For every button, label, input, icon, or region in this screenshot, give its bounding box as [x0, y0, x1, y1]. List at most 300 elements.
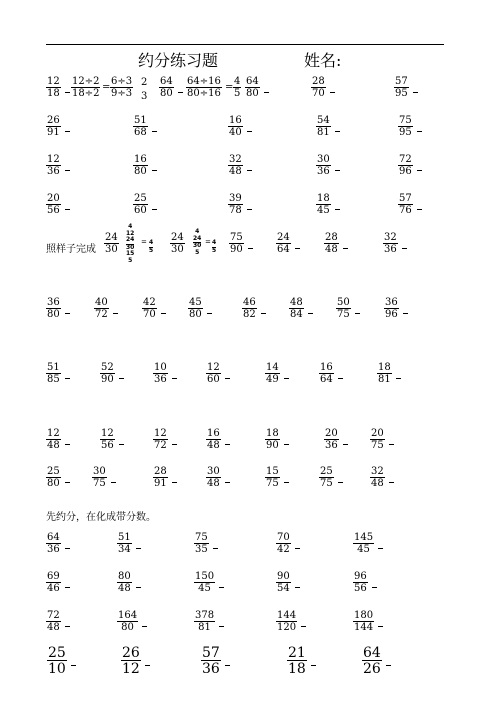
answer-blank — [213, 548, 218, 549]
numerator: 12 — [47, 76, 60, 87]
fraction — [398, 116, 413, 138]
answer-blank — [343, 248, 348, 249]
fraction — [206, 467, 221, 489]
answer-blank — [378, 626, 383, 627]
denominator: 45 — [317, 205, 330, 216]
numerator: 64 — [47, 532, 60, 543]
numerator: 24 — [171, 232, 184, 243]
fraction — [311, 77, 326, 99]
fraction — [142, 298, 157, 320]
answer-blank — [335, 209, 340, 210]
sample-result: 4 5 — [149, 239, 154, 254]
denominator: 48 — [47, 440, 60, 451]
scratch-steps: 4 12 24 30 15 5 — [126, 223, 135, 264]
denominator: 36 — [325, 440, 338, 451]
numerator: 80 — [118, 571, 131, 582]
denominator: 5 — [234, 88, 241, 99]
numerator: 40 — [95, 297, 108, 308]
answer-blank — [261, 313, 266, 314]
numerator: 36 — [47, 297, 60, 308]
fraction — [289, 298, 304, 320]
denominator: 90 — [266, 440, 279, 451]
fraction — [384, 298, 399, 320]
answer-blank — [225, 665, 230, 666]
answer-blank — [343, 444, 348, 445]
answer-blank — [65, 482, 70, 483]
fraction — [287, 646, 307, 676]
numerator: 145 — [354, 532, 374, 543]
denominator: 18 — [288, 661, 306, 677]
answer-blank — [65, 626, 70, 627]
fraction — [153, 467, 168, 489]
answer-blank — [417, 170, 422, 171]
denominator: 36 — [47, 544, 60, 555]
fraction — [194, 611, 215, 633]
fraction — [92, 467, 107, 489]
denominator: 75 — [371, 440, 384, 451]
fraction — [46, 533, 61, 555]
denominator: 56 — [354, 583, 367, 594]
fraction — [316, 155, 331, 177]
answer-blank — [372, 587, 377, 588]
numerator: 28 — [312, 76, 325, 87]
equals-sign: = — [141, 238, 147, 246]
numerator: 28 — [325, 232, 338, 243]
denominator: 80 — [47, 309, 60, 320]
denominator: 40 — [229, 127, 242, 138]
denominator: 9÷3 — [111, 88, 133, 99]
answer-blank — [355, 313, 360, 314]
answer-blank — [161, 313, 166, 314]
denominator: 36 — [317, 166, 330, 177]
answer-blank — [172, 444, 177, 445]
fraction — [117, 611, 138, 633]
denominator: 90 — [101, 374, 114, 385]
fraction — [46, 116, 61, 138]
fraction — [324, 233, 339, 255]
denominator: 75 — [337, 309, 350, 320]
equals-sign: = — [205, 238, 211, 246]
denominator: 96 — [399, 166, 412, 177]
numerator: 24 — [105, 232, 118, 243]
fraction — [229, 233, 244, 255]
numerator: 26 — [47, 115, 60, 126]
denominator: 48 — [207, 478, 220, 489]
numerator: 42 — [143, 297, 156, 308]
denominator: 26 — [363, 661, 381, 677]
denominator: 42 — [277, 544, 290, 555]
answer-blank — [219, 587, 224, 588]
fraction — [94, 298, 109, 320]
answer-blank — [338, 378, 343, 379]
denominator: 64 — [320, 374, 333, 385]
sample-result: 4 5 — [212, 239, 217, 254]
answer-blank — [225, 378, 230, 379]
numerator: 75 — [230, 232, 243, 243]
numerator: 30 — [207, 466, 220, 477]
result-denominator: 3 — [141, 91, 148, 102]
numerator: 16 — [320, 362, 333, 373]
denominator: 48 — [47, 622, 60, 633]
denominator: 10 — [48, 661, 66, 677]
numerator: 21 — [288, 645, 306, 661]
fraction — [228, 116, 243, 138]
numerator: 54 — [317, 115, 330, 126]
fraction — [319, 467, 334, 489]
numerator: 16 — [134, 154, 147, 165]
fraction — [370, 429, 385, 451]
numerator: 25 — [320, 466, 333, 477]
answer-blank — [284, 482, 289, 483]
numerator: 72 — [399, 154, 412, 165]
denominator: 80 — [246, 88, 259, 99]
denominator: 70 — [143, 309, 156, 320]
answer-blank — [284, 378, 289, 379]
numerator: 25 — [48, 645, 66, 661]
numerator: 12 — [207, 362, 220, 373]
fraction — [233, 77, 241, 99]
fraction — [46, 572, 61, 594]
fraction — [377, 363, 392, 385]
fraction — [324, 429, 339, 451]
numerator: 52 — [101, 362, 114, 373]
answer-blank — [65, 170, 70, 171]
denominator: 12 — [122, 661, 140, 677]
answer-blank — [113, 313, 118, 314]
denominator: 81 — [194, 621, 215, 633]
answer-blank — [207, 313, 212, 314]
equals-sign: = — [102, 82, 111, 93]
answer-blank — [225, 444, 230, 445]
answer-blank — [248, 248, 253, 249]
denominator: 75 — [320, 478, 333, 489]
numerator: 16 — [229, 115, 242, 126]
fraction — [100, 429, 115, 451]
numerator: 48 — [290, 297, 303, 308]
fraction — [153, 363, 168, 385]
denominator: 48 — [371, 478, 384, 489]
answer-blank — [225, 482, 230, 483]
answer-blank — [152, 131, 157, 132]
fraction — [276, 233, 291, 255]
answer-blank — [247, 131, 252, 132]
answer-blank — [65, 548, 70, 549]
denominator: 48 — [118, 583, 131, 594]
answer-blank — [152, 209, 157, 210]
fraction — [133, 116, 148, 138]
numerator: 45 — [189, 297, 202, 308]
numerator: 24 — [277, 232, 290, 243]
denominator: 80 — [160, 88, 173, 99]
denominator: 96 — [385, 309, 398, 320]
denominator: 45 — [194, 582, 215, 594]
fraction — [46, 429, 61, 451]
fraction — [316, 116, 331, 138]
fraction — [383, 233, 398, 255]
fraction — [71, 77, 100, 99]
answer-blank — [65, 92, 70, 93]
numerator: 16 — [207, 428, 220, 439]
answer-blank — [396, 378, 401, 379]
fraction — [336, 298, 351, 320]
answer-blank — [330, 92, 335, 93]
fraction — [194, 572, 215, 594]
fraction — [265, 429, 280, 451]
numerator: 6÷3 — [111, 76, 133, 87]
answer-blank — [335, 170, 340, 171]
denominator: 80 — [47, 478, 60, 489]
denominator: 76 — [399, 205, 412, 216]
answer-blank — [301, 626, 306, 627]
denominator: 75 — [266, 478, 279, 489]
fraction — [201, 646, 221, 676]
fraction — [133, 194, 148, 216]
fraction — [100, 363, 115, 385]
denominator: 36 — [202, 661, 220, 677]
fraction — [228, 155, 243, 177]
name-label: 姓名: — [304, 51, 342, 70]
denominator: 81 — [378, 374, 391, 385]
numerator: 57 — [202, 645, 220, 661]
fraction — [316, 194, 331, 216]
fraction — [245, 77, 260, 99]
fraction — [362, 646, 382, 676]
answer-blank — [145, 665, 150, 666]
answer-blank — [378, 548, 383, 549]
fraction — [398, 194, 413, 216]
answer-blank — [389, 444, 394, 445]
numerator: 51 — [118, 532, 131, 543]
fraction — [276, 572, 291, 594]
numerator: 180 — [354, 610, 374, 621]
numerator: 18 — [378, 362, 391, 373]
denominator: 56 — [101, 440, 114, 451]
denominator: 36 — [47, 166, 60, 177]
answer-blank — [65, 209, 70, 210]
numerator: 64 — [246, 76, 259, 87]
fraction — [117, 533, 132, 555]
fraction — [265, 467, 280, 489]
fraction — [117, 572, 132, 594]
denominator: 90 — [230, 244, 243, 255]
fraction — [265, 363, 280, 385]
numerator: 32 — [229, 154, 242, 165]
answer-blank — [178, 92, 183, 93]
numerator: 150 — [195, 571, 215, 582]
fraction — [133, 155, 148, 177]
sample-label: 照样子完成 — [46, 244, 96, 255]
denominator: 48 — [207, 440, 220, 451]
numerator: 75 — [399, 115, 412, 126]
answer-blank — [403, 313, 408, 314]
answer-blank — [65, 378, 70, 379]
denominator: 80 — [189, 309, 202, 320]
answer-blank — [417, 209, 422, 210]
numerator: 12 — [47, 154, 60, 165]
answer-blank — [136, 548, 141, 549]
numerator: 378 — [195, 610, 215, 621]
denominator: 49 — [266, 374, 279, 385]
denominator: 84 — [290, 309, 303, 320]
numerator: 12 — [47, 428, 60, 439]
denominator: 91 — [47, 127, 60, 138]
answer-blank — [335, 131, 340, 132]
fraction — [276, 611, 297, 633]
fraction — [186, 77, 222, 99]
fraction — [353, 533, 374, 555]
numerator: 36 — [385, 297, 398, 308]
numerator: 28 — [154, 466, 167, 477]
denominator: 70 — [312, 88, 325, 99]
numerator: 90 — [277, 571, 290, 582]
numerator: 30 — [317, 154, 330, 165]
numerator: 30 — [93, 466, 106, 477]
scratch-steps: 4 24 30 5 — [193, 228, 202, 256]
numerator: 12 — [154, 428, 167, 439]
answer-blank — [65, 587, 70, 588]
numerator: 72 — [47, 610, 60, 621]
fraction — [228, 194, 243, 216]
fraction — [46, 467, 61, 489]
answer-blank — [142, 626, 147, 627]
numerator: 4 — [234, 76, 241, 87]
answer-blank — [264, 92, 269, 93]
denominator: 34 — [118, 544, 131, 555]
denominator: 80 — [134, 166, 147, 177]
numerator: 75 — [195, 532, 208, 543]
fraction — [46, 155, 61, 177]
numerator: 32 — [384, 232, 397, 243]
answer-blank — [413, 92, 418, 93]
fraction — [194, 533, 209, 555]
denominator: 95 — [395, 88, 408, 99]
fraction — [242, 298, 257, 320]
answer-blank — [71, 665, 76, 666]
fraction — [46, 194, 61, 216]
fraction — [170, 233, 185, 255]
answer-blank — [111, 482, 116, 483]
numerator: 12 — [101, 428, 114, 439]
numerator: 96 — [354, 571, 367, 582]
numerator: 51 — [134, 115, 147, 126]
fraction — [353, 611, 374, 633]
denominator: 56 — [47, 205, 60, 216]
answer-blank — [402, 248, 407, 249]
numerator: 25 — [47, 466, 60, 477]
answer-blank — [119, 378, 124, 379]
numerator: 32 — [371, 466, 384, 477]
answer-blank — [284, 444, 289, 445]
denominator: 48 — [325, 244, 338, 255]
fraction — [276, 533, 291, 555]
numerator: 57 — [399, 193, 412, 204]
result-numerator: 2 — [141, 77, 148, 88]
fraction — [47, 646, 67, 676]
denominator: 64 — [277, 244, 290, 255]
denominator: 68 — [134, 127, 147, 138]
denominator: 75 — [93, 478, 106, 489]
numerator: 164 — [118, 610, 138, 621]
numerator: 15 — [266, 466, 279, 477]
denominator: 30 — [171, 244, 184, 255]
numerator: 64 — [160, 76, 173, 87]
answer-blank — [338, 482, 343, 483]
denominator: 36 — [154, 374, 167, 385]
numerator: 10 — [154, 362, 167, 373]
answer-blank — [136, 587, 141, 588]
denominator: 95 — [399, 127, 412, 138]
answer-blank — [389, 482, 394, 483]
answer-blank — [65, 444, 70, 445]
numerator: 14 — [266, 362, 279, 373]
answer-blank — [247, 209, 252, 210]
denominator: 30 — [105, 244, 118, 255]
denominator: 60 — [207, 374, 220, 385]
denominator: 80 — [117, 621, 138, 633]
denominator: 144 — [354, 622, 374, 633]
answer-blank — [295, 548, 300, 549]
numerator: 18 — [266, 428, 279, 439]
answer-blank — [65, 313, 70, 314]
fraction — [121, 646, 141, 676]
numerator: 20 — [371, 428, 384, 439]
answer-blank — [219, 626, 224, 627]
fraction — [46, 298, 61, 320]
numerator: 39 — [229, 193, 242, 204]
numerator: 26 — [122, 645, 140, 661]
numerator: 57 — [395, 76, 408, 87]
denominator: 80÷16 — [187, 88, 221, 99]
numerator: 144 — [277, 610, 297, 621]
answer-blank — [65, 131, 70, 132]
fraction — [46, 77, 61, 99]
denominator: 81 — [317, 127, 330, 138]
fraction — [104, 233, 119, 255]
fraction — [153, 429, 168, 451]
denominator: 72 — [154, 440, 167, 451]
denominator: 60 — [134, 205, 147, 216]
denominator: 54 — [277, 583, 290, 594]
denominator: 36 — [384, 244, 397, 255]
answer-blank — [247, 170, 252, 171]
numerator: 18 — [317, 193, 330, 204]
answer-blank — [119, 444, 124, 445]
answer-blank — [311, 665, 316, 666]
numerator: 50 — [337, 297, 350, 308]
answer-blank — [386, 665, 391, 666]
section-label: 先约分，在化成带分数。 — [46, 512, 156, 523]
numerator: 20 — [325, 428, 338, 439]
fraction — [110, 77, 133, 99]
denominator: 82 — [243, 309, 256, 320]
page-title: 约分练习题 — [138, 51, 219, 70]
equals-sign: = — [225, 82, 234, 93]
fraction — [398, 155, 413, 177]
fraction — [394, 77, 409, 99]
numerator: 25 — [134, 193, 147, 204]
denominator: 46 — [47, 583, 60, 594]
numerator: 20 — [47, 193, 60, 204]
denominator: 72 — [95, 309, 108, 320]
fraction — [319, 363, 334, 385]
answer-blank — [152, 170, 157, 171]
denominator: 18÷2 — [72, 88, 100, 99]
answer-blank — [295, 587, 300, 588]
fraction — [46, 363, 61, 385]
denominator: 78 — [229, 205, 242, 216]
fraction — [206, 429, 221, 451]
answer-blank — [417, 131, 422, 132]
